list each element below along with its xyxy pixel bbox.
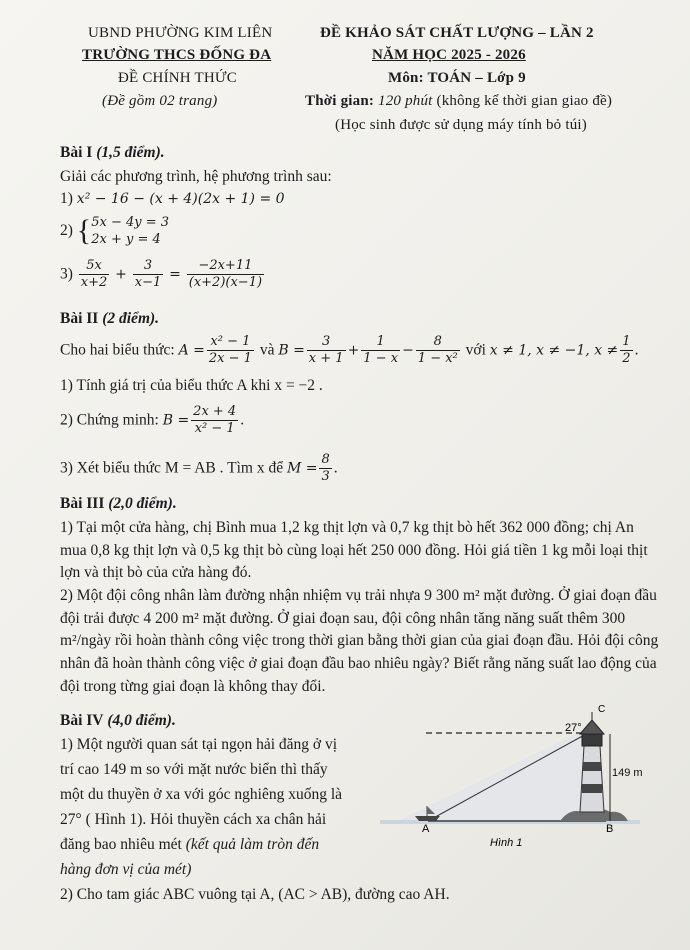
header-school-year: NĂM HỌC 2025 - 2026 bbox=[372, 47, 526, 63]
lighthouse-roof bbox=[580, 720, 604, 734]
calculator-note: (Học sinh được sử dụng máy tính bỏ túi) bbox=[335, 117, 587, 133]
figure-caption: Hình 1 bbox=[490, 837, 523, 849]
bai4-p1-line3: một du thuyền ở xa với góc nghiêng xuống là bbox=[60, 786, 343, 803]
height-label: 149 m bbox=[612, 767, 643, 779]
lighthouse-figure bbox=[360, 700, 660, 850]
boat-icon bbox=[415, 816, 440, 821]
lighthouse-stripe-2 bbox=[582, 784, 602, 793]
bai3-heading: Bài III (2,0 điểm). bbox=[60, 495, 177, 512]
bai2-q3: 3) Xét biểu thức M = AB . Tìm x để M = $\frac{8}{3}$ . bbox=[60, 452, 338, 484]
bai1-q2: 2) { 5x − 4y = 3 2x + y = 4 bbox=[60, 214, 170, 247]
bai4-heading: Bài IV (4,0 điểm). bbox=[60, 712, 176, 729]
angle-label: 27° bbox=[565, 722, 582, 734]
point-a-label: A bbox=[422, 823, 430, 835]
lighthouse-tower bbox=[580, 746, 604, 812]
point-c-label: C bbox=[598, 704, 606, 715]
bai2-q2: 2) Chứng minh: B = $\frac{2x + 4}{\text{x² − 1}}$ . bbox=[60, 404, 245, 436]
bai1-q1: 1) x² − 16 − (x + 4)(2x + 1) = 0 bbox=[60, 190, 285, 207]
bai4-part2: 2) Cho tam giác ABC vuông tại A, (AC > AB), đường cao AH. bbox=[60, 886, 450, 903]
bai2-q1: 1) Tính giá trị của biểu thức A khi x = −2 . bbox=[60, 377, 323, 394]
bai4-p1-line1: 1) Một người quan sát tại ngọn hải đăng ở vị bbox=[60, 736, 338, 753]
sight-shade bbox=[400, 728, 588, 820]
header-school: TRƯỜNG THCS ĐỐNG ĐA bbox=[82, 47, 272, 63]
bai4-p1-line2: trí cao 149 m so với mặt nước biển thì thấy bbox=[60, 761, 328, 778]
header-exam-title: ĐỀ KHẢO SÁT CHẤT LƯỢNG – LẦN 2 bbox=[320, 25, 594, 41]
bai1-intro: Giải các phương trình, hệ phương trình sau: bbox=[60, 168, 332, 185]
header-authority: UBND PHƯỜNG KIM LIÊN bbox=[88, 25, 273, 41]
header-pages: (Đề gồm 02 trang) bbox=[102, 93, 218, 109]
header-official: ĐỀ CHÍNH THỨC bbox=[118, 70, 237, 86]
bai1-heading: Bài I (1,5 điểm). bbox=[60, 144, 165, 161]
bai2-heading: Bài II (2 điểm). bbox=[60, 310, 160, 327]
bai3-part1: 1) Tại một cửa hàng, chị Bình mua 1,2 kg thịt lợn và 0,7 kg thịt bò hết 362 000 đồng; chị An mua 0,8 kg thịt lợn và 0,5 kg thịt bò cùng loại hết 250 000 đồng. Hỏi giá tiền 1 kg mỗi loại thịt lợn và thịt bò của cửa hàng đó. bbox=[60, 519, 648, 582]
bai2-expressions: Cho hai biểu thức: A = $\frac{\text{x² − 1}}{2x - 1}$ và B = $\frac{3}{x + 1}$ + $\frac{1}{1 - x}$ − $\frac{8}{\text{1 − x²}}$ với x ≠ 1, x ≠ −1, x ≠ $\frac{1}{2}$ . bbox=[60, 334, 639, 366]
header-subject: Môn: TOÁN – Lớp 9 bbox=[388, 70, 526, 86]
bai3-part2: 2) Một đội công nhân làm đường nhận nhiệm vụ trải nhựa 9 300 m² mặt đường. Ở giai đoạn đầu đội trải được 4 200 m² mặt đường. Ở giai đoạn sau, đội công nhân tăng năng suất thêm 300 m²/ngày rồi hoàn thành công việc trong thời gian bằng thời gian của giai đoạn đầu. Hỏi đội công nhân đã hoàn thành công việc ở giai đoạn đầu bao nhiêu ngày? Biết rằng năng suất lao động của đội trong từng giai đoạn là không thay đổi. bbox=[60, 587, 659, 695]
bai1-q3: 3) $\frac{5x}{x+2}$ + $\frac{3}{x-1}$ = $\frac{-2x+11}{(x+2)(x-1)}$ bbox=[60, 258, 263, 290]
lighthouse-stripe-1 bbox=[583, 762, 601, 771]
bai4-p1-line6: hàng đơn vị của mét) bbox=[60, 861, 192, 878]
bai4-p1-line5: đăng bao nhiêu mét (kết quả làm tròn đến bbox=[60, 836, 320, 853]
header-time: Thời gian: 120 phút (không kể thời gian giao đề) bbox=[305, 93, 613, 109]
bai4-p1-line4: 27° ( Hình 1). Hỏi thuyền cách xa chân hải bbox=[60, 811, 327, 828]
lantern-room bbox=[582, 734, 602, 746]
point-b-label: B bbox=[606, 823, 614, 835]
